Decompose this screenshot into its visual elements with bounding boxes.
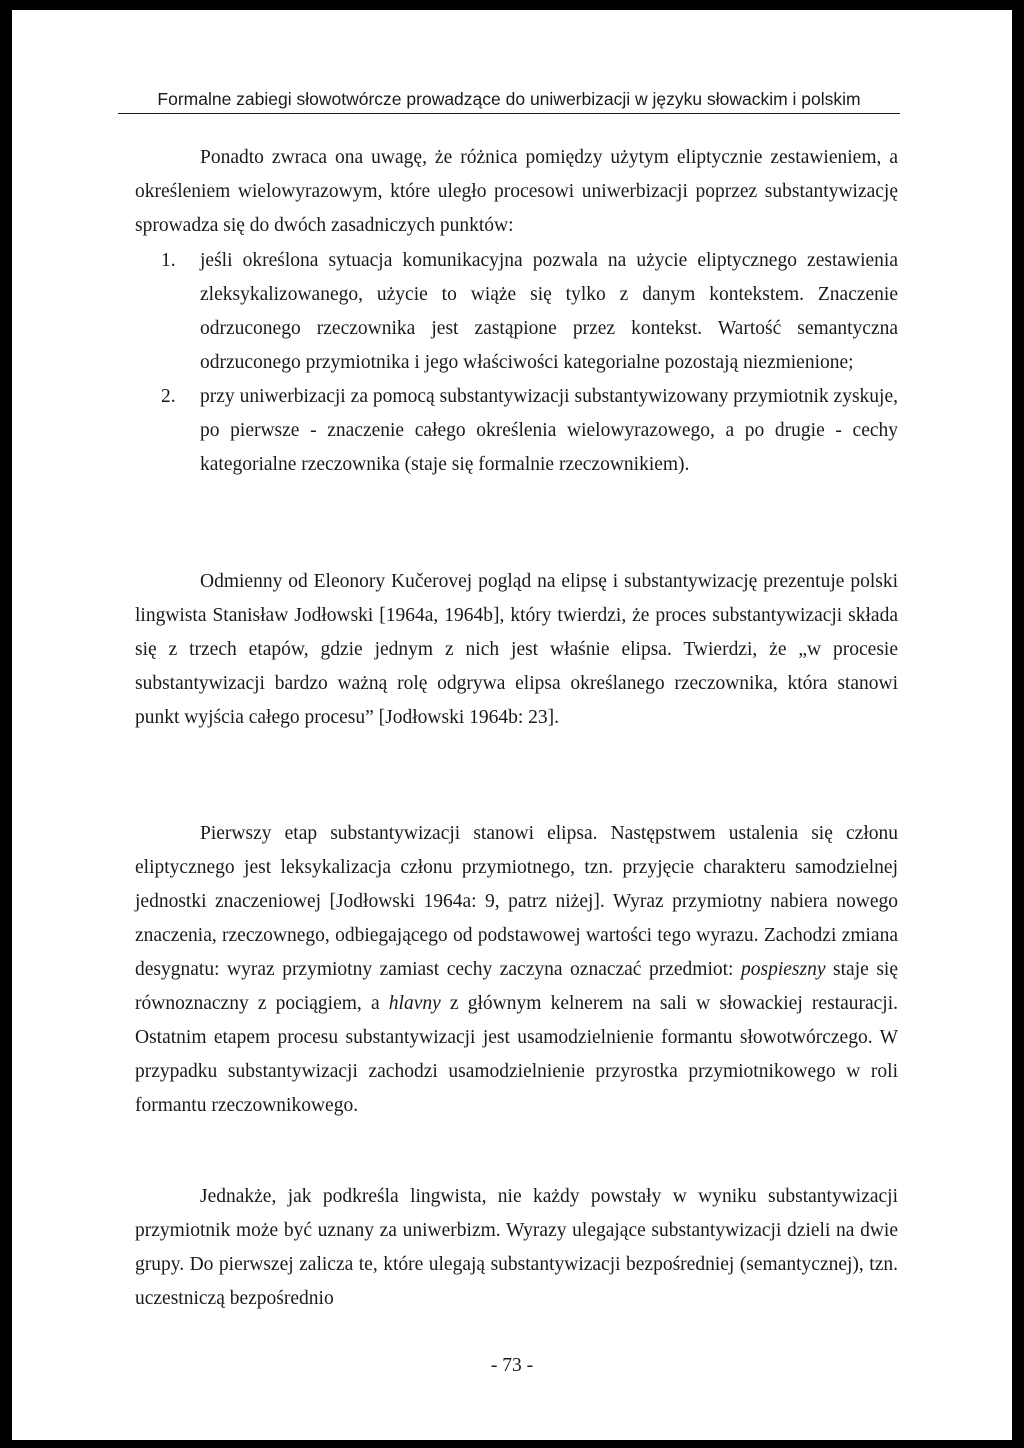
list-item-1 bbox=[135, 244, 898, 380]
running-header: Formalne zabiegi słowotwórcze prowadzące do uniwerbizacji w języku słowackim i polskim bbox=[118, 89, 900, 114]
list-item-2 bbox=[135, 380, 898, 482]
list-item-number: 1. bbox=[161, 250, 176, 271]
paragraph-3 bbox=[135, 817, 898, 1123]
paragraph-3-text: Pierwszy etap substantywizacji stanowi elipsa. Następstwem ustalenia się członu eliptycznego jest leksykalizacja członu przymiotnego, tzn. przyjęcie charakteru samodzielnej jednostki znaczeniowej [Jodłowski 1964a: 9, patrz niżej]. Wyraz przymiotny nabiera nowego znaczenia, rzeczownego, odbiegającego od podstawowej wartości tego wyrazu. Zachodzi zmiana desygnatu: wyraz przymiotny zamiast cechy zaczyna oznaczać przedmiot: bbox=[135, 823, 898, 980]
page-number: - 73 - bbox=[490, 1355, 534, 1376]
list-item-text: jeśli określona sytuacja komunikacyjna pozwala na użycie eliptycznego zestawienia zleksykalizowanego, użycie to wiąże się tylko z danym kontekstem. Znaczenie odrzuconego rzeczownika jest zastąpione przez kontekst. Wartość semantyczna odrzuconego przymiotnika i jego właściwości kategorialne pozostają niezmienione; bbox=[200, 250, 898, 373]
paragraph-3-text: z głównym kelnerem na sali w słowackiej restauracji. Ostatnim etapem procesu substantywizacji jest usamodzielnienie formantu słowotwórczego. W przypadku substantywizacji zachodzi usamodzielnienie przyrostka przymiotnikowego w roli formantu rzeczownikowego. bbox=[135, 993, 898, 1116]
list-item-text: przy uniwerbizacji za pomocą substantywizacji substantywizowany przymiotnik zyskuje, po pierwsze - znaczenie całego określenia wielowyrazowego, a po drugie - cechy kategorialne rzeczownika (staje się formalnie rzeczownikiem). bbox=[200, 386, 898, 475]
example-word-pospieszny: pospieszny bbox=[741, 959, 826, 980]
list-item-number: 2. bbox=[161, 386, 176, 407]
paragraph-1: Ponadto zwraca ona uwagę, że różnica pomiędzy użytym eliptycznie zestawieniem, a określeniem wielowyrazowym, które uległo procesowi uniwerbizacji poprzez substantywizację sprowadza się do dwóch zasadniczych punktów: bbox=[135, 147, 898, 236]
example-word-hlavny: hlavny bbox=[388, 993, 441, 1014]
paragraph-4: Jednakże, jak podkreśla lingwista, nie każdy powstały w wyniku substantywizacji przymiotnik może być uznany za uniwerbizm. Wyrazy ulegające substantywizacji dzieli na dwie grupy. Do pierwszej zalicza te, które ulegają substantywizacji bezpośredniej (semantycznej), tzn. uczestniczą bezpośrednio bbox=[135, 1186, 898, 1309]
numbered-list bbox=[135, 244, 898, 482]
paragraph-2: Odmienny od Eleonory Kučerovej pogląd na elipsę i substantywizację prezentuje polski lingwista Stanisław Jodłowski [1964a, 1964b], który twierdzi, że proces substantywizacji składa się z trzech etapów, gdzie jednym z nich jest właśnie elipsa. Twierdzi, że „w procesie substantywizacji bardzo ważną rolę odgrywa elipsa określanego rzeczownika, która stanowi punkt wyjścia całego procesu” [Jodłowski 1964b: 23]. bbox=[135, 571, 898, 728]
paragraph-3-text: staje się równoznaczny z pociągiem, a bbox=[135, 959, 898, 1014]
